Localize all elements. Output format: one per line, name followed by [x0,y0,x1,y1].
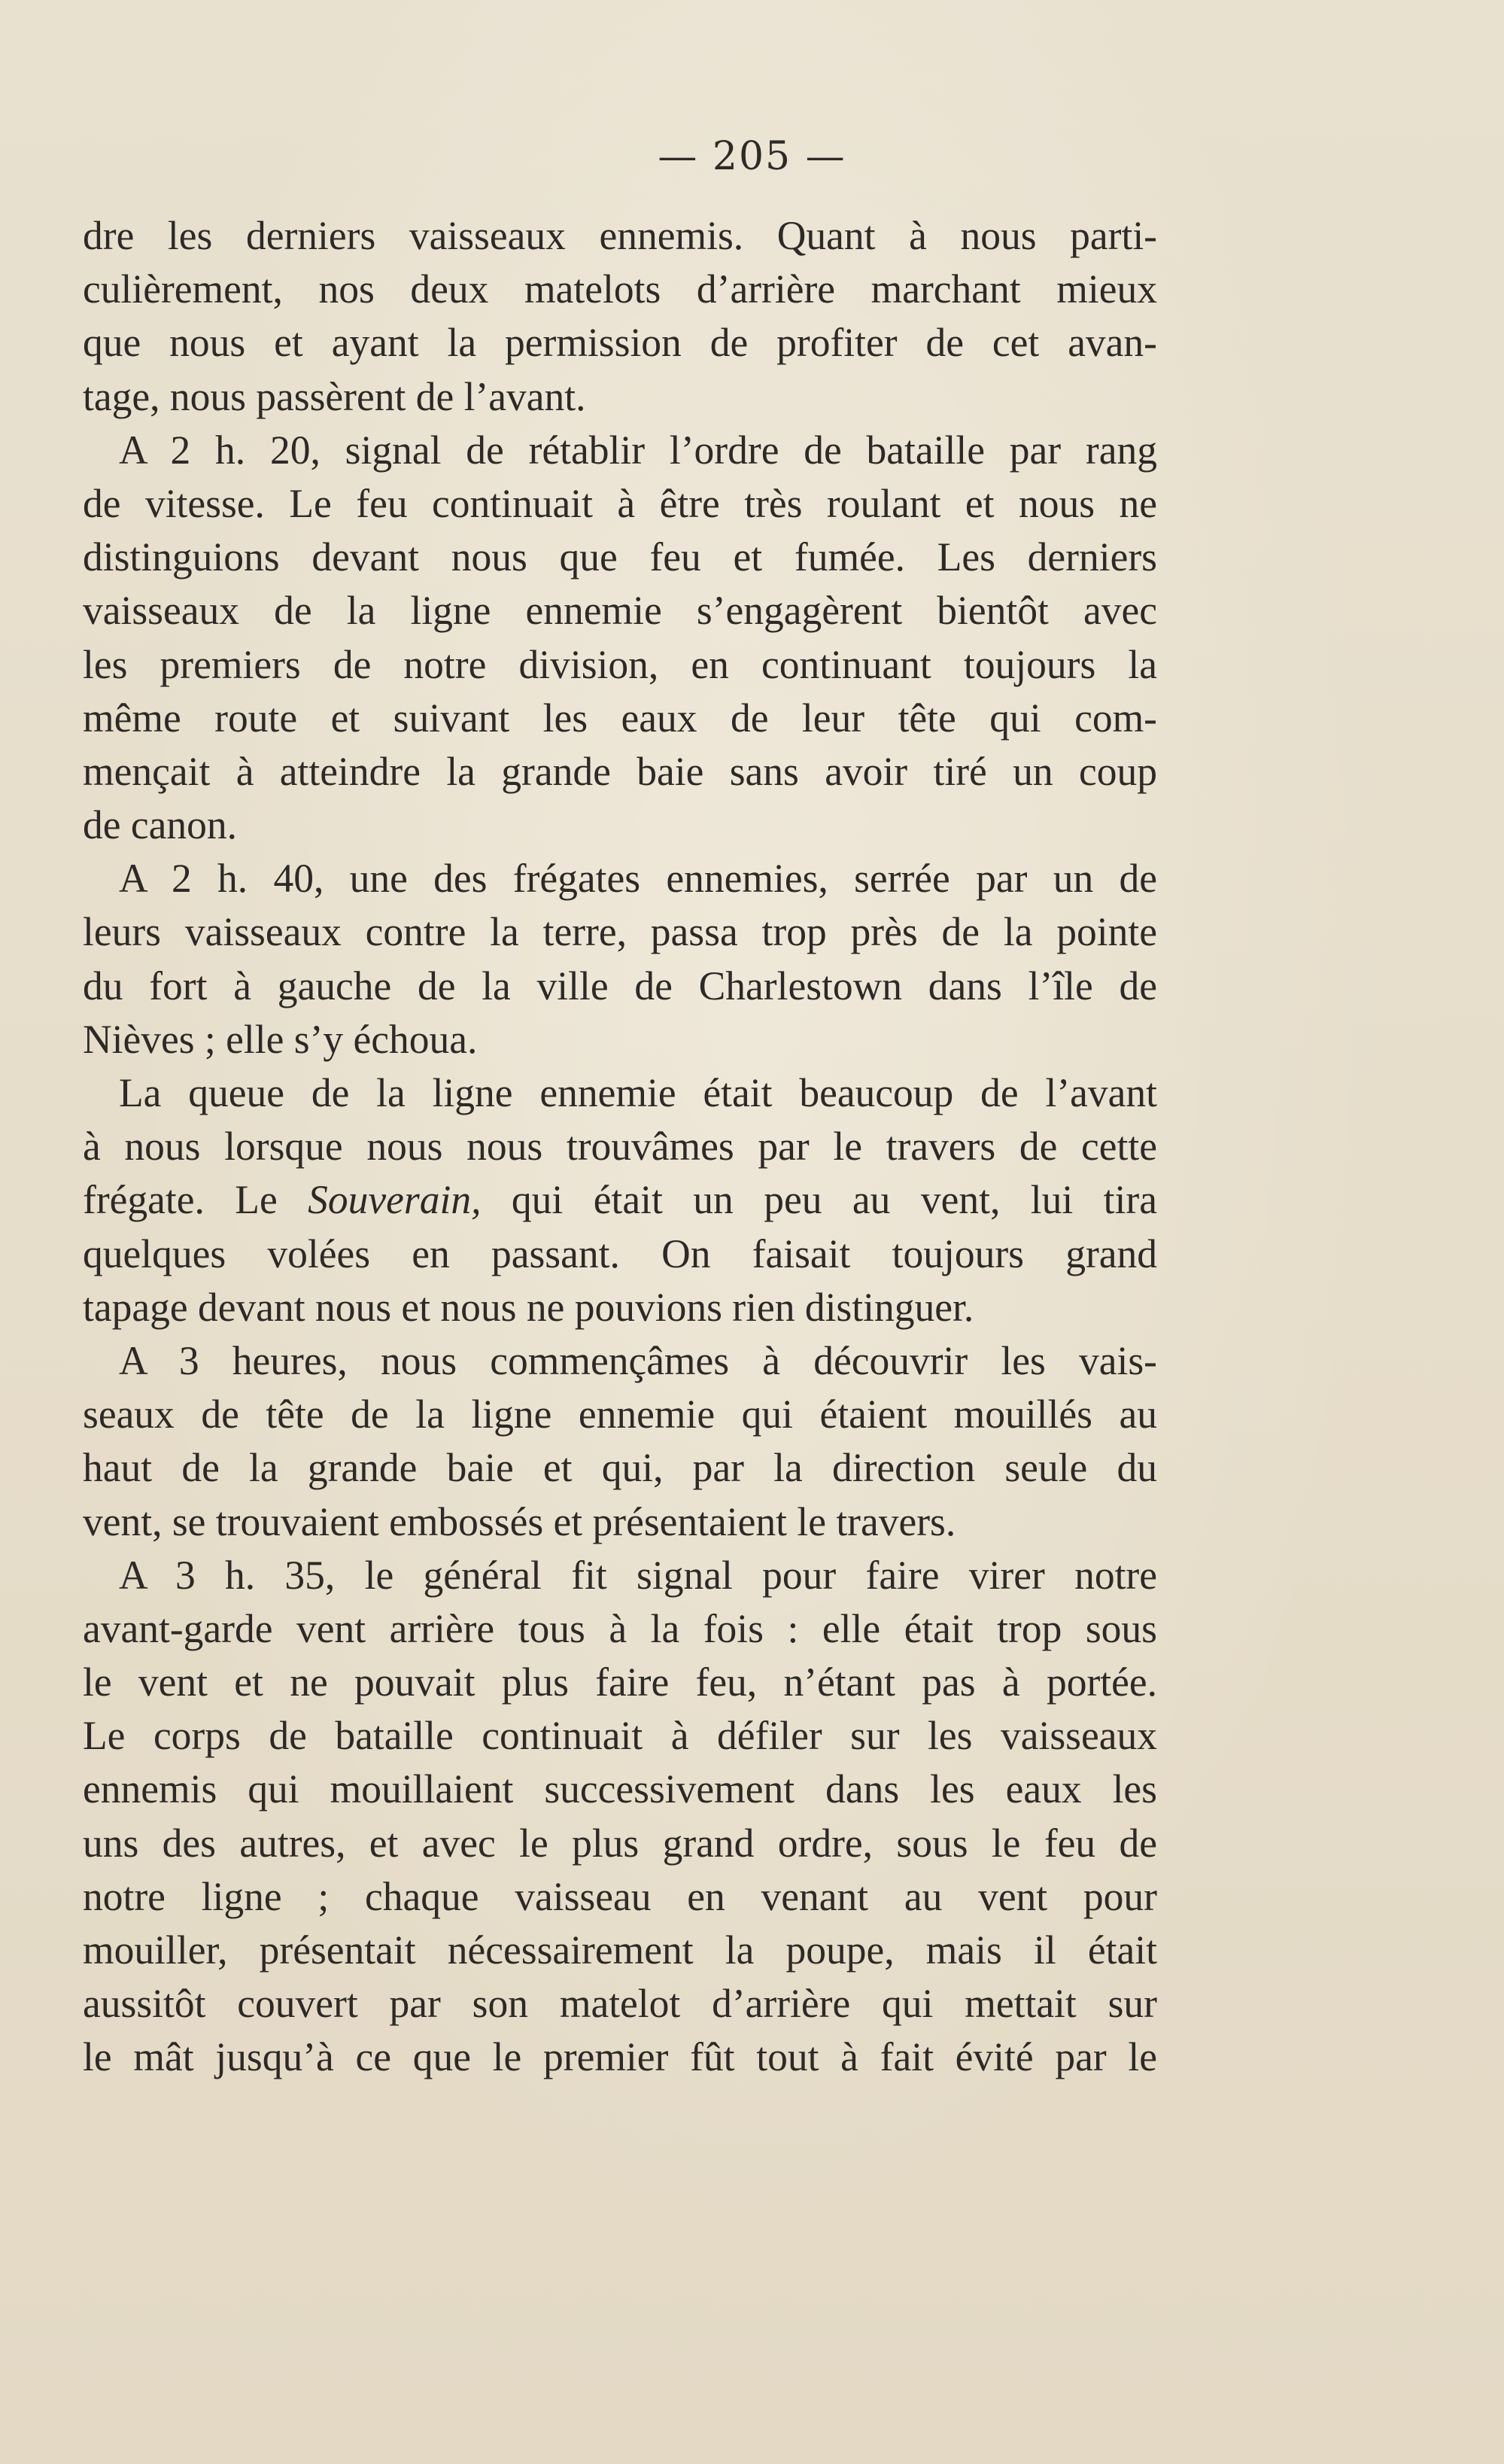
text-line: le mât jusqu’à ce que le premier fût tout à fait évité par le [83,2034,1157,2080]
text-line: que nous et ayant la permission de profiter de cet avan- [83,320,1157,366]
text-line: de vitesse. Le feu continuait à être très roulant et nous ne [83,480,1157,526]
text-line: mouiller, présentait nécessairement la poupe, mais il était [83,1927,1157,1973]
text-line: quelques volées en passant. On faisait toujours grand [83,1230,1157,1276]
text-line: avant-garde vent arrière tous à la fois : elle était trop sous [83,1605,1157,1651]
text-line: tage, nous passèrent de l’avant. [83,373,586,419]
text-line: du fort à gauche de la ville de Charlestown dans l’île de [83,963,1157,1008]
body-text [83,209,1157,2085]
page-number: — 205 — [658,134,846,179]
text-line: leurs vaisseaux contre la terre, passa trop près de la pointe [83,909,1157,955]
text-line: haut de la grande baie et qui, par la direction seule du [83,1445,1157,1491]
text-line: ennemis qui mouillaient successivement dans les eaux les [83,1766,1157,1812]
ship-name: Souverain, [308,1177,482,1223]
text-line: de canon. [83,802,237,848]
text-line: dre les derniers vaisseaux ennemis. Quant à nous parti- [83,213,1157,258]
text-line: même route et suivant les eaux de leur tête qui com- [83,695,1157,741]
text-line: aussitôt couvert par son matelot d’arrière qui mettait sur [83,1981,1157,2027]
text-fragment: frégate. Le [83,1177,308,1223]
text-line: distinguions devant nous que feu et fumée. Les derniers [83,534,1157,580]
text-line: A 3 h. 35, le général fit signal pour faire virer notre [119,1552,1157,1598]
text-line [83,1173,1157,1227]
text-line: tapage devant nous et nous ne pouvions rien distinguer. [83,1284,974,1330]
text-line: La queue de la ligne ennemie était beaucoup de l’avant [119,1070,1157,1115]
text-line: vent, se trouvaient embossés et présentaient le travers. [83,1498,956,1544]
text-line: A 2 h. 20, signal de rétablir l’ordre de bataille par rang [119,427,1157,473]
text-line: A 3 heures, nous commençâmes à découvrir les vais- [119,1337,1157,1383]
text-line: le vent et ne pouvait plus faire feu, n’étant pas à portée. [83,1659,1157,1705]
text-line: uns des autres, et avec le plus grand ordre, sous le feu de [83,1820,1157,1866]
text-line: à nous lorsque nous nous trouvâmes par le travers de cette [83,1124,1157,1170]
text-line: vaisseaux de la ligne ennemie s’engagèrent bientôt avec [83,588,1157,634]
text-line: mençait à atteindre la grande baie sans avoir tiré un coup [83,748,1157,794]
text-line: Le corps de bataille continuait à défiler sur les vaisseaux [83,1713,1157,1759]
text-line: A 2 h. 40, une des frégates ennemies, serrée par un de [119,856,1157,902]
text-line: culièrement, nos deux matelots d’arrière marchant mieux [83,266,1157,312]
text-line: seaux de tête de la ligne ennemie qui étaient mouillés au [83,1392,1157,1437]
text-fragment: qui était un peu au vent, lui tira [481,1177,1157,1223]
text-line: Nièves ; elle s’y échoua. [83,1016,478,1062]
text-line: notre ligne ; chaque vaisseau en venant au vent pour [83,1873,1157,1919]
text-line: les premiers de notre division, en continuant toujours la [83,641,1157,687]
